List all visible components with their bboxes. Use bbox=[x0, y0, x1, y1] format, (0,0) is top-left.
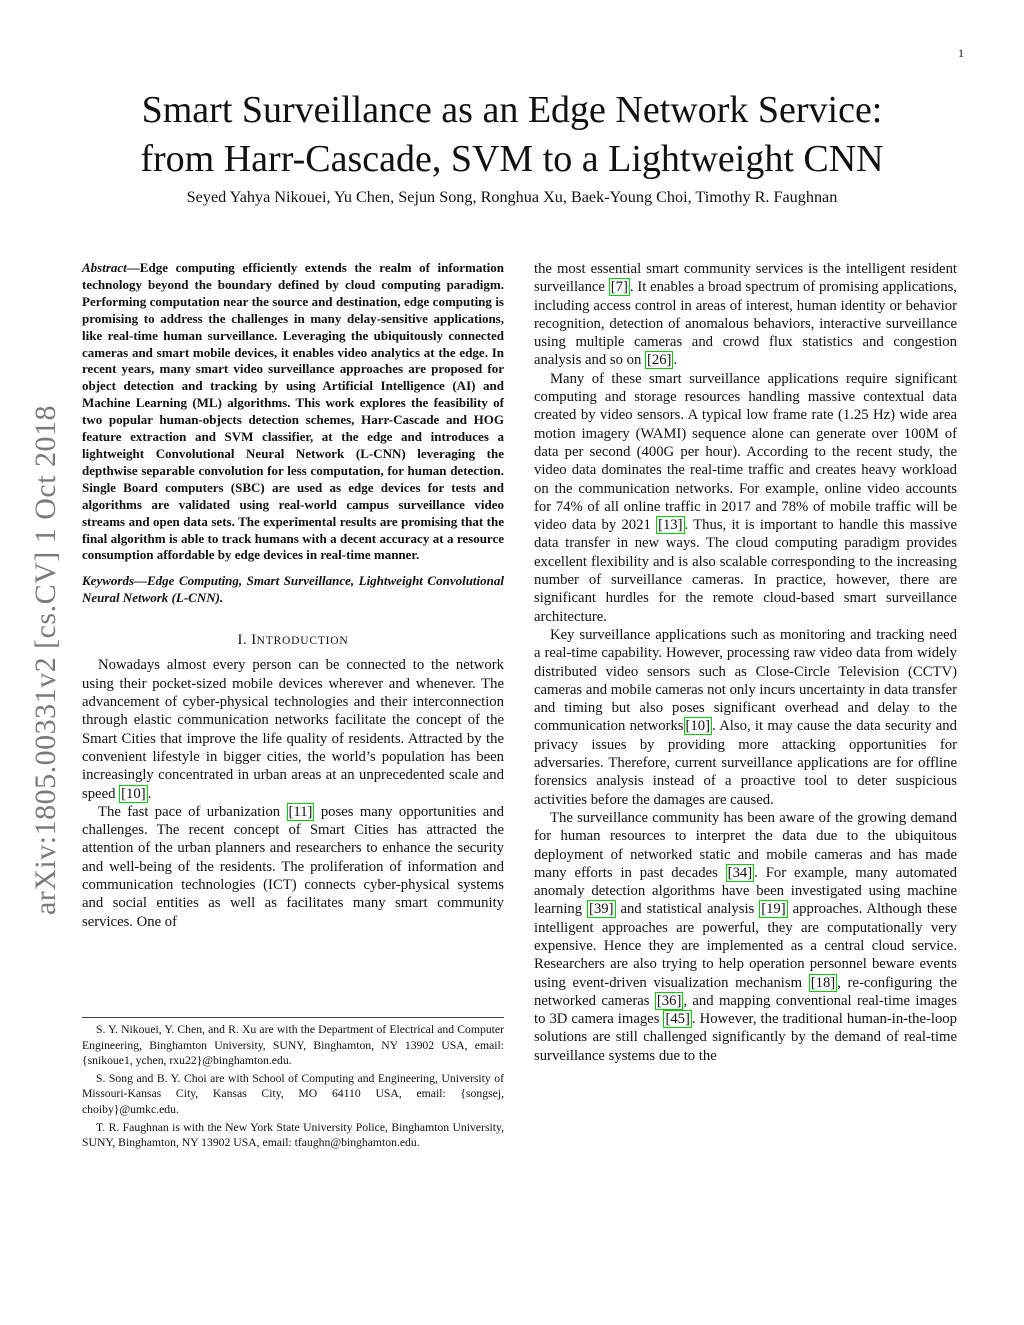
citation-link[interactable]: [10] bbox=[121, 785, 146, 802]
author-footnotes bbox=[82, 1017, 504, 1153]
text-run: approaches. Although these intelligent approaches are powerful, they are computationally very expensive. Hence they are implemented as a central cloud service. Researchers are also trying to help operation personnel beware events using event-driven visualization mechanism bbox=[534, 901, 957, 991]
abstract-dash: — bbox=[126, 260, 140, 275]
citation-link[interactable]: [18] bbox=[810, 974, 836, 991]
text-run: . bbox=[673, 352, 678, 369]
page-number: 1 bbox=[958, 46, 964, 60]
intro-paragraph-3 bbox=[534, 370, 957, 626]
text-run: Key surveillance applications such as monitoring and tracking need a real-time capability. However, processing raw video data from widely distributed video sensors such as Close-Circle Television (CCTV) cameras and mobile cameras not only incurs uncertainty in data transfer and timing but also poses significant overhead and delay to the communication networks bbox=[534, 626, 957, 735]
citation-link[interactable]: [11] bbox=[288, 803, 313, 820]
text-run: Nowadays almost every person can be connected to the network using their pocket-sized mobile devices wherever and whenever. The advancement of cyber-physical technologies and their interconnection through elastic communication networks facilitate the concept of the Smart Cities that improve the life quality of residents. Attracted by the convenient lifestyle in bigger cities, the world’s population has been increasingly concentrated in urban areas at an unprecedented scale and speed bbox=[82, 657, 504, 802]
text-run: The fast pace of urbanization bbox=[98, 803, 287, 820]
right-column bbox=[534, 260, 957, 1065]
citation-link[interactable]: [34] bbox=[727, 864, 753, 881]
text-run: . bbox=[147, 785, 152, 802]
text-run: , and mapping conventional real-time images to 3D camera images bbox=[534, 992, 957, 1028]
arxiv-identifier-stamp: arXiv:1805.00331v2 [cs.CV] 1 Oct 2018 bbox=[29, 404, 62, 916]
text-run: . However, the traditional human-in-the-loop solutions are still challenged significantly by the demand of real-time surveillance systems due to the bbox=[534, 1011, 957, 1064]
intro-paragraph-2 bbox=[82, 803, 504, 931]
text-run: poses many opportunities and challenges. The recent concept of Smart Cities has attracted the attention of the urban planners and researchers to enhance the security and well-being of the residents. The proliferation of information and communication technologies (ICT) connects cyber-physical systems and social entities as well as facilitates many smart community services. One of bbox=[82, 803, 504, 930]
continued-text bbox=[534, 261, 957, 369]
keywords: Keywords—Edge Computing, Smart Surveillance, Lightweight Convolutional Neural Network (L-CNN). bbox=[82, 573, 504, 606]
text-run: . For example, many automated anomaly detection algorithms have been investigated using machine learning bbox=[534, 864, 957, 918]
intro-paragraph-1 bbox=[82, 656, 504, 802]
citation-link[interactable]: [19] bbox=[761, 901, 786, 918]
footnote: T. R. Faughnan is with the New York State University Police, Binghamton University, SUNY, Binghamton, NY 13902 USA, email: tfaughn@binghamton.edu. bbox=[82, 1120, 504, 1150]
title-line-1: Smart Surveillance as an Edge Network Service: bbox=[141, 89, 883, 131]
text-run: . Thus, it is important to handle this massive data transfer in new ways. The cloud computing paradigm provides excellent flexibility and is also scalable corresponding to the increasing number of surveillance cameras. In practice, however, there are significant hurdles for the remote cloud-based smart surveillance architecture. bbox=[534, 517, 957, 625]
intro-paragraph-4 bbox=[534, 626, 957, 809]
title-line-2: from Harr-Cascade, SVM to a Lightweight CNN bbox=[140, 138, 884, 180]
abstract-label: Abstract bbox=[82, 260, 127, 275]
text-run: Many of these smart surveillance applications require significant computing and storage resources handling massive contextual data created by video sensors. A typical low frame rate (1.25 Hz) wide area motion imagery (WAMI) sequence alone can generate over 100M of data per second (400G per hour). According to the recent study, the video data dominates the real-time traffic and creates heavy workload on the communication networks. For example, online video accounts for 74% of all online traffic in 2017 and 78% of mobile traffic will be video data by 2021 bbox=[534, 370, 957, 534]
citation-link[interactable]: [26] bbox=[646, 352, 672, 369]
section-numeral: I. bbox=[237, 632, 252, 649]
footnote: S. Y. Nikouei, Y. Chen, and R. Xu are with the Department of Electrical and Computer Engineering, Binghamton University, SUNY, Binghamton, NY 13902 USA, email: {snikoue1, ychen, rxu22}@binghamton.edu. bbox=[82, 1023, 504, 1068]
text-run: and statistical analysis bbox=[615, 901, 760, 918]
intro-paragraph-5 bbox=[534, 809, 957, 1065]
left-column bbox=[82, 260, 504, 931]
section-initial: I bbox=[251, 632, 257, 649]
citation-link[interactable]: [10] bbox=[685, 718, 711, 735]
text-run: , re-configuring the networked cameras bbox=[534, 974, 957, 1009]
paper-title bbox=[60, 86, 964, 184]
text-run: . Also, it may cause the data security and privacy issues by providing more attacking opportunities for adversaries. Therefore, current surveillance applications are for offline forensics analysis instead of a proactive tool to deter suspicious activities before the damages are caused. bbox=[534, 718, 957, 808]
citation-link[interactable]: [45] bbox=[665, 1011, 690, 1028]
text-run: the most essential smart community services is the intelligent resident surveillance bbox=[534, 261, 957, 296]
citation-link[interactable]: [13] bbox=[658, 517, 683, 534]
section-title-rest: NTRODUCTION bbox=[256, 635, 349, 648]
citation-link[interactable]: [7] bbox=[610, 279, 628, 296]
citation-link[interactable]: [36] bbox=[656, 992, 682, 1009]
abstract bbox=[82, 260, 504, 564]
section-heading-introduction bbox=[82, 631, 504, 650]
abstract-text: Edge computing efficiently extends the realm of information technology beyond the boundary defined by cloud computing paradigm. Performing computation near the source and destination, edge computing is promising to address the challenges in many delay-sensitive applications, like real-time human surveillance. Leveraging the ubiquitously connected cameras and smart mobile devices, it enables video analytics at the edge. In recent years, many smart video surveillance approaches are proposed for object detection and tracking by using Artificial Intelligence (AI) and Machine Learning (ML) algorithms. This work explores the feasibility of two popular human-objects detection schemes, Harr-Cascade and HOG feature extraction and SVM classifier, at the edge and introduces a lightweight Convolutional Neural Network (L-CNN) leveraging the depthwise separable convolution for less computation, for human detection. Single Board computers (SBC) are used as edge devices for tests and algorithms are validated using real-world campus surveillance video streams and open data sets. The experimental results are promising that the final algorithm is able to track humans with a decent accuracy at a resource consumption affordable by edge devices in real-time manner. bbox=[82, 260, 504, 563]
intro-paragraph-2-continued bbox=[534, 260, 957, 370]
text-run: . It enables a broad spectrum of promising applications, including access control in areas of interest, human identity or behavior recognition, detection of anomalous behaviors, interactive surveillance using multiple cameras and crowd flux statistics and congestion analysis and so on bbox=[534, 279, 957, 369]
author-list: Seyed Yahya Nikouei, Yu Chen, Sejun Song, Ronghua Xu, Baek-Young Choi, Timothy R. Faughnan bbox=[186, 188, 838, 206]
citation-link[interactable]: [39] bbox=[589, 901, 614, 918]
text-run: The surveillance community has been aware of the growing demand for human resources to interpret the data due to the ubiquitous deployment of networked static and mobile cameras and has made many efforts in past decades bbox=[534, 809, 957, 881]
footnote: S. Song and B. Y. Choi are with School of Computing and Engineering, University of Missouri-Kansas City, Kansas City, MO 64110 USA, email: {songsej, choiby}@umkc.edu. bbox=[82, 1071, 504, 1116]
